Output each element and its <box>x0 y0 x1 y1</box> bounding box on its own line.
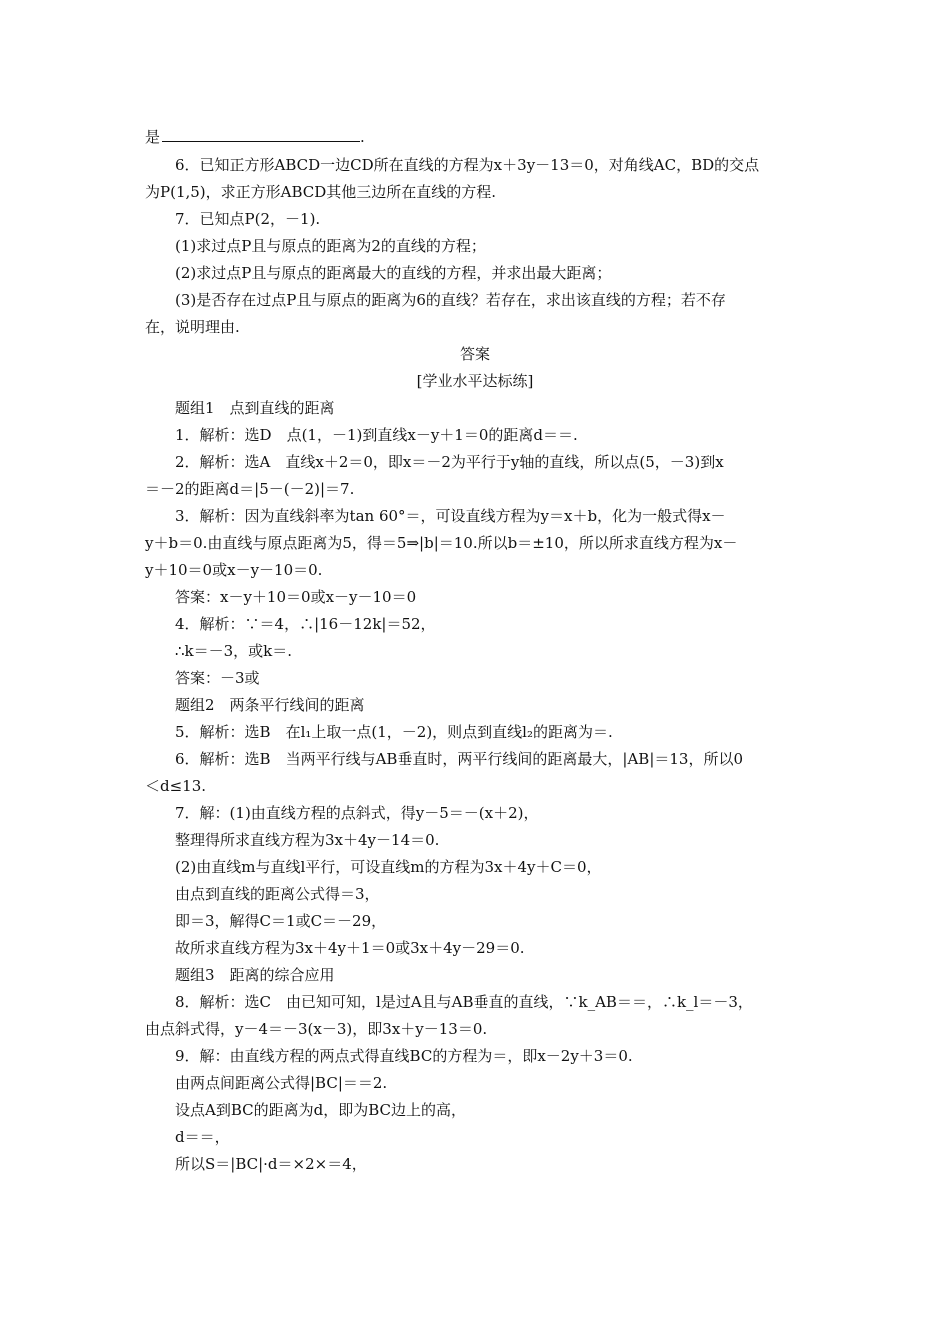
section-heading: [学业水平达标练] <box>416 372 534 390</box>
problem-7-part-3-line-2: 在，说明理由. <box>145 318 240 336</box>
problem-6-line-2: 为P(1,5)，求正方形ABCD其他三边所在直线的方程. <box>145 183 497 201</box>
solution-9-line-1: 9．解：由直线方程的两点式得直线BC的方程为＝，即x－2y＋3＝0. <box>175 1047 633 1065</box>
solution-5: 5．解析：选B 在l₁上取一点(1，－2)，则点到直线l₂的距离为＝. <box>175 723 613 741</box>
question-text: 是 <box>145 128 161 146</box>
group-2-heading: 题组2 两条平行线间的距离 <box>175 696 365 714</box>
solution-9-line-5: 所以S＝|BC|·d＝×2×＝4， <box>175 1155 367 1173</box>
solution-4-line-1: 4．解析：∵＝4，∴|16－12k|＝52， <box>175 615 436 633</box>
solution-7-line-5: 即＝3，解得C＝1或C＝－29， <box>175 912 387 930</box>
solution-7-line-4: 由点到直线的距离公式得＝3， <box>175 885 380 903</box>
problem-7-part-3-line-1: (3)是否存在过点P且与原点的距离为6的直线？若存在，求出该直线的方程；若不存 <box>175 291 726 309</box>
group-3-heading: 题组3 距离的综合应用 <box>175 966 335 984</box>
solution-7-line-3: (2)由直线m与直线l平行，可设直线m的方程为3x＋4y＋C＝0， <box>175 858 602 876</box>
solution-2-line-2: ＝－2的距离d＝|5－(－2)|＝7. <box>145 480 355 498</box>
problem-6-line-1: 6．已知正方形ABCD一边CD所在直线的方程为x＋3y－13＝0，对角线AC，BD的交点 <box>175 156 760 174</box>
solution-7-line-2: 整理得所求直线方程为3x＋4y－14＝0. <box>175 831 440 849</box>
solution-6-line-1: 6．解析：选B 当两平行线与AB垂直时，两平行线间的距离最大，|AB|＝13，所以0 <box>175 750 744 768</box>
solution-4-line-2: ∴k＝－3，或k＝. <box>175 642 293 660</box>
punctuation: . <box>360 128 365 146</box>
fill-in-line <box>145 127 365 147</box>
answer-4: 答案：－3或 <box>175 669 260 687</box>
solution-7-line-6: 故所求直线方程为3x＋4y＋1＝0或3x＋4y－29＝0. <box>175 939 525 957</box>
problem-7-part-1: (1)求过点P且与原点的距离为2的直线的方程； <box>175 237 486 255</box>
solution-3-line-2: y＋b＝0.由直线与原点距离为5，得＝5⇒|b|＝10.所以b＝±10，所以所求直线方程为x－ <box>145 534 738 552</box>
solution-1: 1．解析：选D 点(1，－1)到直线x－y＋1＝0的距离d＝＝. <box>175 426 578 444</box>
solution-8-line-2: 由点斜式得，y－4＝－3(x－3)，即3x＋y－13＝0. <box>145 1020 488 1038</box>
solution-9-line-4: d＝＝， <box>175 1128 230 1146</box>
solution-8-line-1: 8．解析：选C 由已知可知，l是过A且与AB垂直的直线，∵k_AB＝＝，∴k_l＝－3， <box>175 993 753 1011</box>
answer-blank[interactable] <box>162 127 360 142</box>
group-1-heading: 题组1 点到直线的距离 <box>175 399 335 417</box>
solution-9-line-3: 设点A到BC的距离为d，即为BC边上的高， <box>175 1101 466 1119</box>
solution-9-line-2: 由两点间距离公式得|BC|＝＝2. <box>175 1074 388 1092</box>
answer-3: 答案：x－y＋10＝0或x－y－10＝0 <box>175 588 417 606</box>
solution-2-line-1: 2．解析：选A 直线x＋2＝0，即x＝－2为平行于y轴的直线，所以点(5，－3)到x <box>175 453 724 471</box>
solution-3-line-1: 3．解析：因为直线斜率为tan 60°＝，可设直线方程为y＝x＋b，化为一般式得x－ <box>175 507 726 525</box>
solution-6-line-2: ＜d≤13. <box>145 777 207 795</box>
solution-3-line-3: y＋10＝0或x－y－10＝0. <box>145 561 323 579</box>
problem-7-part-2: (2)求过点P且与原点的距离最大的直线的方程，并求出最大距离； <box>175 264 612 282</box>
solution-7-line-1: 7．解：(1)由直线方程的点斜式，得y－5＝－(x＋2)， <box>175 804 539 822</box>
problem-7-stem: 7．已知点P(2，－1). <box>175 210 321 228</box>
answer-heading: 答案 <box>459 345 490 363</box>
